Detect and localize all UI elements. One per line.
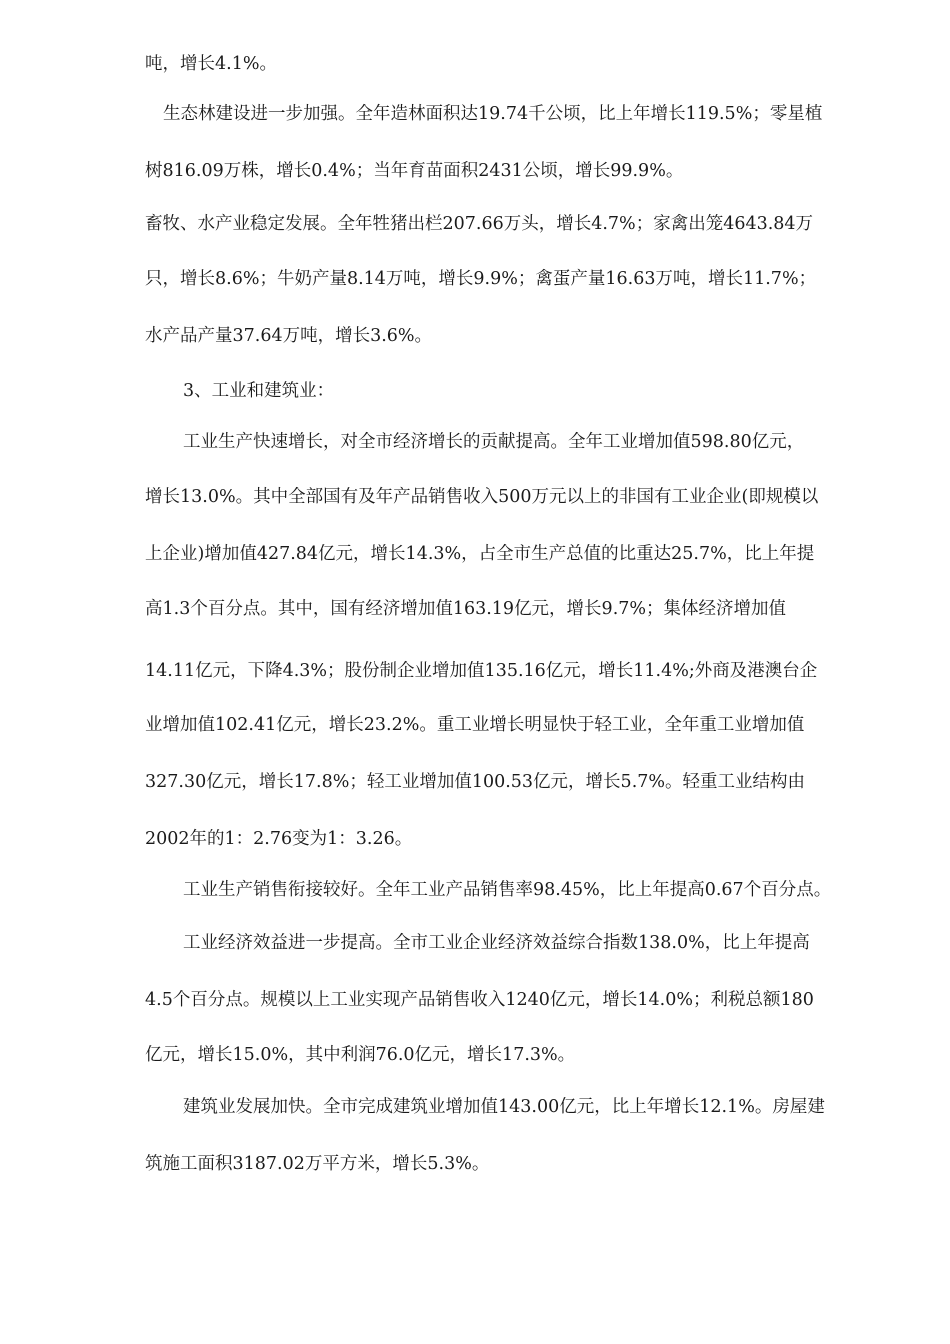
text-line: 增长13.0%。其中全部国有及年产品销售收入500万元以上的非国有工业企业(即规模以 (145, 487, 819, 507)
text-line: 建筑业发展加快。全市完成建筑业增加值143.00亿元，比上年增长12.1%。房屋建 (183, 1097, 825, 1117)
text-line: 吨，增长4.1%。 (145, 54, 277, 74)
text-line: 生态林建设进一步加强。全年造林面积达19.74千公顷，比上年增长119.5%；零星植 (163, 104, 823, 124)
text-line: 筑施工面积3187.02万平方米，增长5.3%。 (145, 1154, 490, 1174)
text-line: 上企业)增加值427.84亿元，增长14.3%，占全市生产总值的比重达25.7%，比上年提 (145, 544, 815, 564)
text-line: 业增加值102.41亿元，增长23.2%。重工业增长明显快于轻工业，全年重工业增加值 (145, 715, 805, 735)
text-line: 4.5个百分点。规模以上工业实现产品销售收入1240亿元，增长14.0%；利税总额180 (145, 990, 814, 1010)
text-line: 畜牧、水产业稳定发展。全年牲猪出栏207.66万头，增长4.7%；家禽出笼4643.84万 (145, 214, 814, 234)
text-line: 高1.3个百分点。其中，国有经济增加值163.19亿元，增长9.7%；集体经济增加值 (145, 599, 787, 619)
text-line: 工业经济效益进一步提高。全市工业企业经济效益综合指数138.0%，比上年提高 (183, 933, 810, 953)
text-line: 只，增长8.6%；牛奶产量8.14万吨，增长9.9%；禽蛋产量16.63万吨，增长11.7%； (145, 269, 817, 289)
text-line: 工业生产销售衔接较好。全年工业产品销售率98.45%，比上年提高0.67个百分点。 (183, 880, 832, 900)
text-line: 327.30亿元，增长17.8%；轻工业增加值100.53亿元，增长5.7%。轻重工业结构由 (145, 772, 806, 792)
text-line: 2002年的1：2.76变为1：3.26。 (145, 829, 413, 849)
text-line: 亿元，增长15.0%，其中利润76.0亿元，增长17.3%。 (145, 1045, 576, 1065)
text-line: 工业生产快速增长，对全市经济增长的贡献提高。全年工业增加值598.80亿元， (183, 432, 805, 452)
section-heading: 3、工业和建筑业： (183, 381, 335, 401)
text-line: 14.11亿元，下降4.3%；股份制企业增加值135.16亿元，增长11.4%;外商及港澳台企 (145, 661, 818, 681)
text-line: 树816.09万株，增长0.4%；当年育苗面积2431公顷，增长99.9%。 (145, 161, 684, 181)
text-line: 水产品产量37.64万吨，增长3.6%。 (145, 326, 433, 346)
